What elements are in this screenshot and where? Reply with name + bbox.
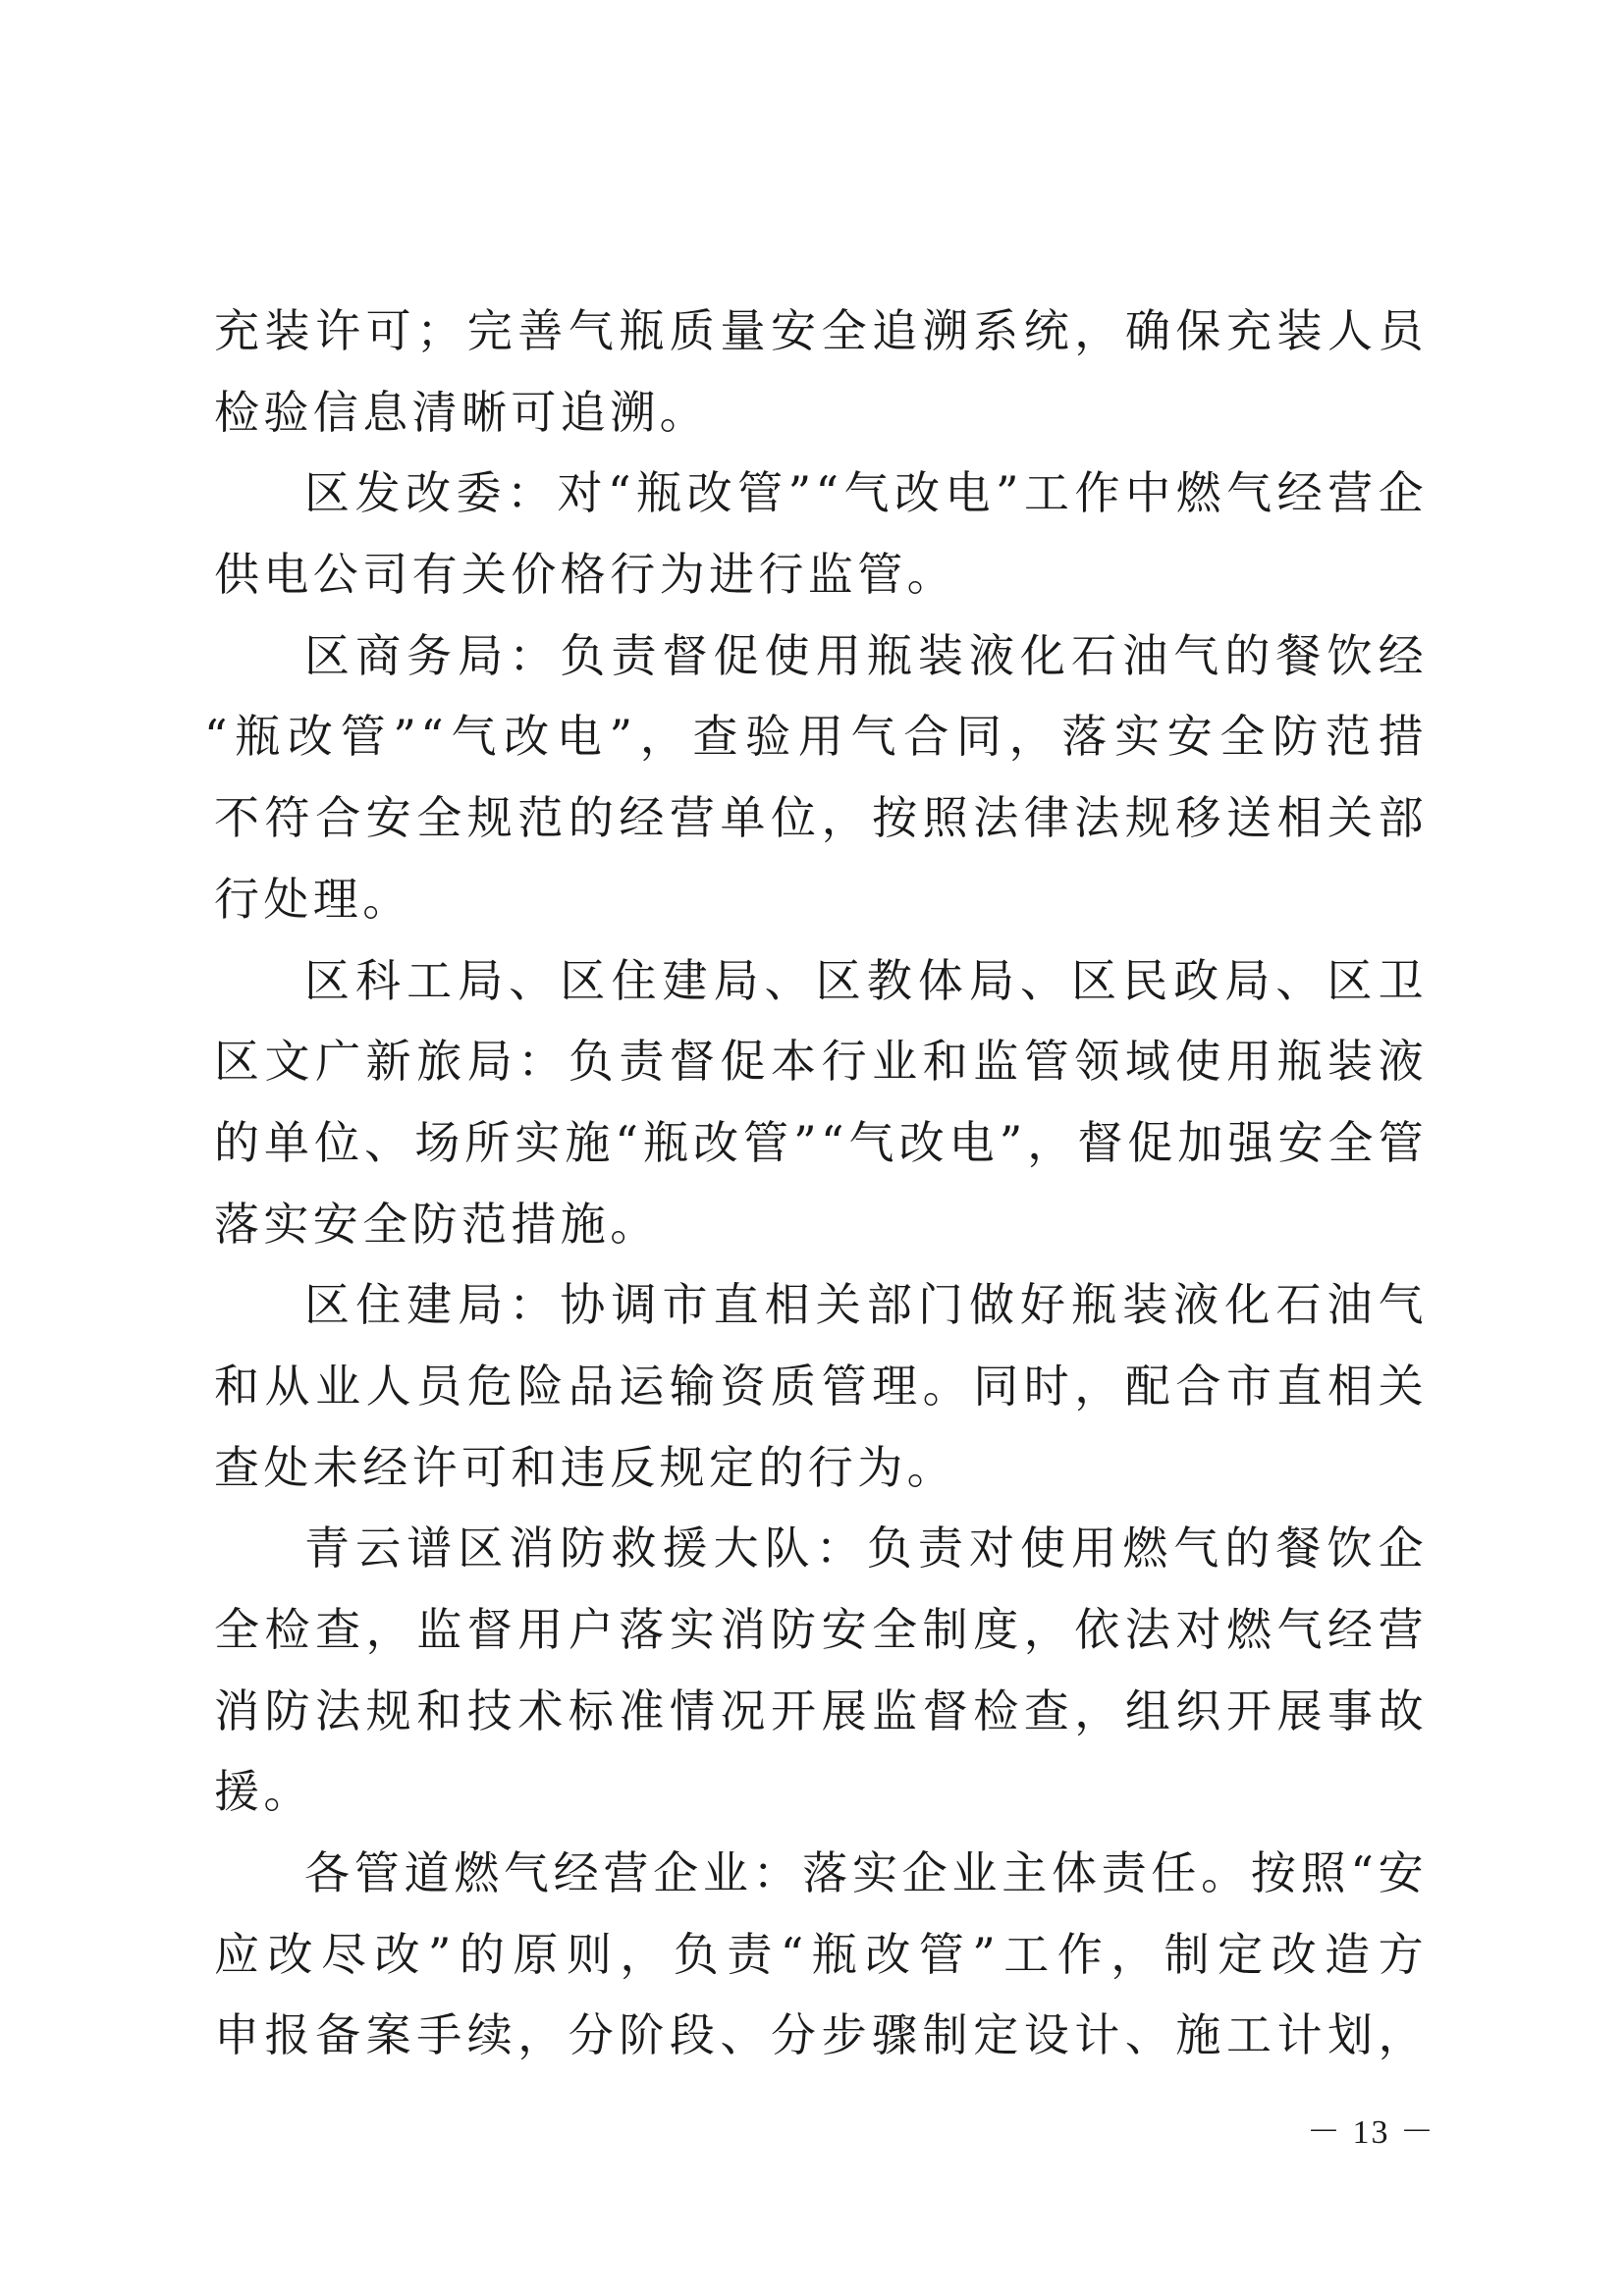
text-line: 援。 xyxy=(214,1765,313,1819)
text-line: 消防法规和技术标准情况开展监督检查，组织开展事故 xyxy=(214,1683,1428,1737)
text-line: “瓶改管”“气改电”，查验用气合同，落实安全防范措 xyxy=(204,710,1428,764)
paragraph-p3 xyxy=(204,615,1428,940)
text-line: 区发改委：对“瓶改管”“气改电”工作中燃气经营企 xyxy=(304,466,1428,520)
text-line: 查处未经许可和违反规定的行为。 xyxy=(214,1440,956,1494)
paragraph-p2 xyxy=(214,453,1428,614)
text-line: 检验信息清晰可追溯。 xyxy=(214,385,709,439)
paragraph-p5 xyxy=(214,1264,1428,1508)
text-line: 区商务局：负责督促使用瓶装液化石油气的餐饮经 xyxy=(304,628,1428,682)
text-line: 的单位、场所实施“瓶改管”“气改电”，督促加强安全管 xyxy=(214,1115,1428,1169)
text-line: 供电公司有关价格行为进行监管。 xyxy=(214,548,956,602)
paragraph-p7 xyxy=(214,1833,1428,2076)
text-line: 不符合安全规范的经营单位，按照法律法规移送相关部 xyxy=(214,791,1428,845)
text-line: 行处理。 xyxy=(214,872,412,926)
text-line: 落实安全防范措施。 xyxy=(214,1197,660,1251)
text-line: 区文广新旅局：负责督促本行业和监管领域使用瓶装液 xyxy=(214,1035,1428,1089)
text-line: 和从业人员危险品运输资质管理。同时，配合市直相关 xyxy=(214,1359,1428,1413)
document-body xyxy=(204,291,1428,2076)
text-line: 各管道燃气经营企业：落实企业主体责任。按照“安 xyxy=(304,1846,1428,1900)
paragraph-p4 xyxy=(214,940,1428,1265)
paragraph-p1 xyxy=(214,291,1428,453)
text-line: 申报备案手续，分阶段、分步骤制定设计、施工计划， xyxy=(214,2008,1428,2062)
text-line: 区住建局：协调市直相关部门做好瓶装液化石油气 xyxy=(304,1278,1428,1332)
text-line: 区科工局、区住建局、区教体局、区民政局、区卫 xyxy=(304,953,1428,1007)
text-line: 应改尽改”的原则，负责“瓶改管”工作，制定改造方 xyxy=(214,1927,1428,1981)
page-number: － 13 － xyxy=(1307,2114,1435,2151)
paragraph-p6 xyxy=(214,1508,1428,1833)
text-line: 全检查，监督用户落实消防安全制度，依法对燃气经营 xyxy=(214,1603,1428,1656)
text-line: 充装许可；完善气瓶质量安全追溯系统，确保充装人员 xyxy=(214,304,1428,357)
text-line: 青云谱区消防救援大队：负责对使用燃气的餐饮企 xyxy=(304,1522,1428,1575)
